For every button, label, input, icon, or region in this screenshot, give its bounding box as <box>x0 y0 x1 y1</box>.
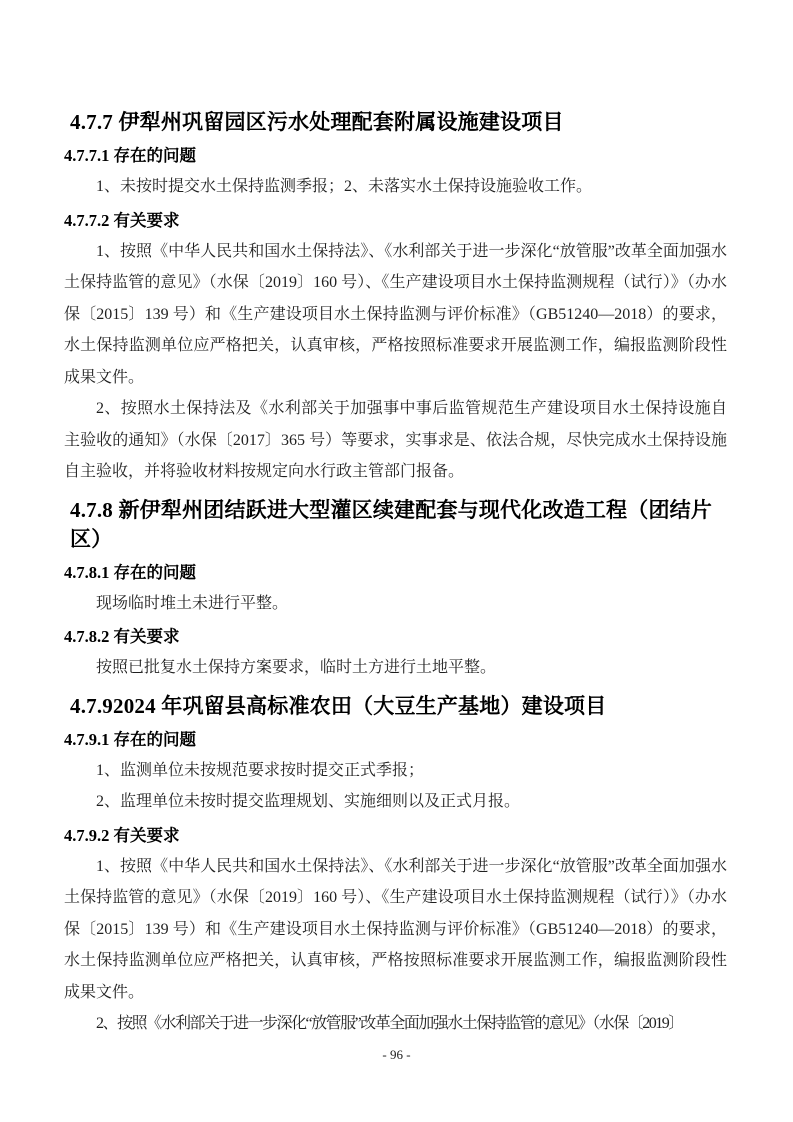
section-heading-479: 4.7.92024 年巩留县高标准农田（大豆生产基地）建设项目 <box>70 693 607 718</box>
body-paragraph: 1、监测单位未按规范要求按时提交正式季报； <box>96 761 425 779</box>
section-heading-477: 4.7.7 伊犁州巩留园区污水处理配套附属设施建设项目 <box>70 110 564 134</box>
subsection-heading-4792: 4.7.9.2 有关要求 <box>64 825 180 845</box>
page-number: - 96 - <box>382 1047 411 1062</box>
body-paragraph: 2、监理单位未按时提交监理规划、实施细则以及正式月报。 <box>96 793 521 810</box>
body-paragraph: 按照已批复水土保持方案要求，临时土方进行土地平整。 <box>96 659 497 676</box>
body-paragraph: 1、未按时提交水土保持监测季报；2、未落实水土保持设施验收工作。 <box>96 178 593 195</box>
page-footer <box>0 1046 793 1064</box>
body-paragraph: 1、按照《中华人民共和国水土保持法》、《水利部关于进一步深化“放管服”改革全面加强水土保持监管的意见》（水保〔2019〕160 号）、《生产建设项目水土保持监测规程（试行）》（办水保〔2015〕139 号）和《生产建设项目水土保持监测与评价标准》（GB51240—2018）的要求，水土保持监测单位应严格把关，认真审核，严格按照标准要求开展监测工作，编报监测阶段性成果文件。 <box>64 857 727 1001</box>
body-paragraph: 2、按照水土保持法及《水利部关于加强事中事后监管规范生产建设项目水土保持设施自主验收的通知》（水保〔2017〕365 号）等要求，实事求是、依法合规，尽快完成水土保持设施自主验收，并将验收材料按规定向水行政主管部门报备。 <box>64 400 727 480</box>
subsection-heading-4781: 4.7.8.1 存在的问题 <box>64 562 196 582</box>
body-paragraph-continued: 2、按照《水利部关于进一步深化“放管服”改革全面加强水土保持监管的意见》（水保〔2019〕 <box>96 1015 683 1032</box>
subsection-heading-4791: 4.7.9.1 存在的问题 <box>64 729 196 749</box>
section-heading-478: 4.7.8 新伊犁州团结跃进大型灌区续建配套与现代化改造工程（团结片区） <box>70 497 713 551</box>
subsection-heading-4771: 4.7.7.1 存在的问题 <box>64 146 196 165</box>
body-paragraph: 1、按照《中华人民共和国水土保持法》、《水利部关于进一步深化“放管服”改革全面加强水土保持监管的意见》（水保〔2019〕160 号）、《生产建设项目水土保持监测规程（试行）》（办水保〔2015〕139 号）和《生产建设项目水土保持监测与评价标准》（GB51240—2018）的要求，水土保持监测单位应严格把关，认真审核，严格按照标准要求开展监测工作，编报监测阶段性成果文件。 <box>64 242 727 386</box>
body-paragraph: 现场临时堆土未进行平整。 <box>96 594 289 612</box>
subsection-heading-4782: 4.7.8.2 有关要求 <box>64 627 180 646</box>
subsection-heading-4772: 4.7.7.2 有关要求 <box>64 210 180 230</box>
